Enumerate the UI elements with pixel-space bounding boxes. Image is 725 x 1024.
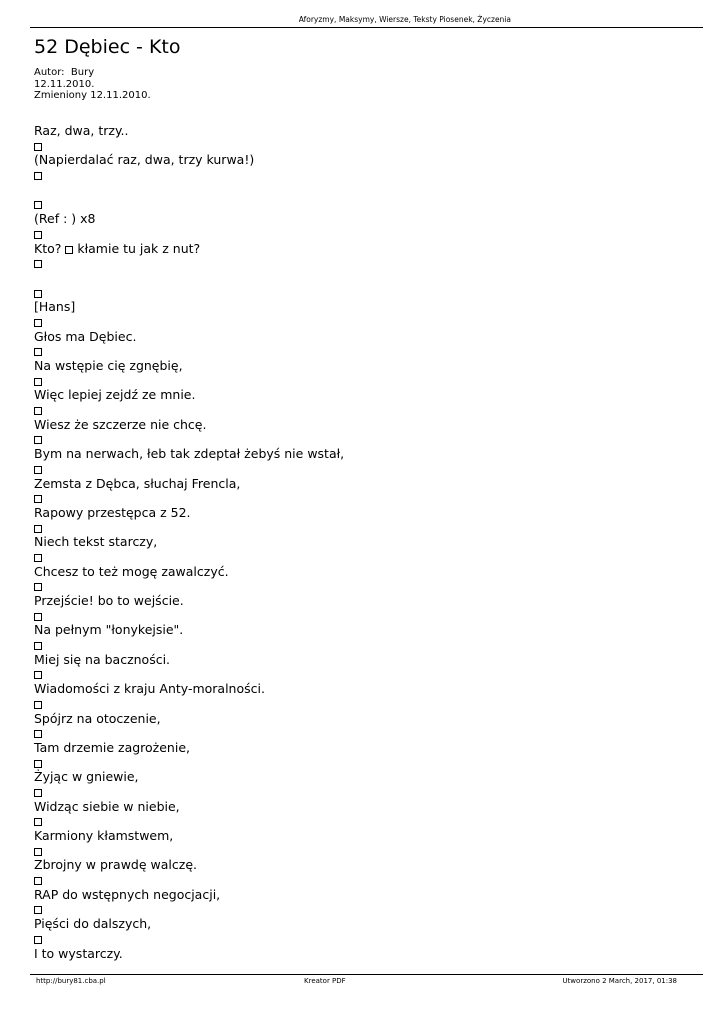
lyric-line <box>34 403 694 418</box>
lyric-line <box>34 535 694 550</box>
lyric-text: [Hans] <box>34 299 76 315</box>
missing-glyph-box-icon <box>34 554 42 562</box>
lyric-line <box>34 286 694 301</box>
lyric-text: kłamie tu jak z nut? <box>77 240 201 256</box>
page-header <box>30 14 703 28</box>
missing-glyph-box-icon <box>34 848 42 856</box>
missing-glyph-box-icon <box>34 701 42 709</box>
lyric-text: Wiadomości z kraju Anty-moralności. <box>34 681 265 697</box>
lyric-line <box>34 814 694 829</box>
missing-glyph-box-icon <box>34 936 42 944</box>
missing-glyph-box-icon <box>34 466 42 474</box>
lyric-line <box>34 594 694 609</box>
lyric-text: (Napierdalać raz, dwa, trzy kurwa!) <box>34 152 255 168</box>
missing-glyph-box-icon <box>34 319 42 327</box>
author-label: Autor: <box>34 67 65 78</box>
lyric-line <box>34 829 694 844</box>
lyric-line <box>34 197 694 212</box>
missing-glyph-box-icon <box>34 290 42 298</box>
lyric-text: Na wstępie cię zgnębię, <box>34 358 183 373</box>
lyric-line <box>34 873 694 888</box>
lyric-text: Żyjąc w gniewie, <box>34 769 139 785</box>
lyric-line <box>34 756 694 771</box>
lyric-line <box>34 712 694 727</box>
lyric-line <box>34 418 694 433</box>
missing-glyph-box-icon <box>34 583 42 591</box>
lyric-line <box>34 726 694 741</box>
lyric-line <box>34 917 694 932</box>
lyric-text: Bym na nerwach, łeb tak zdeptał żebyś nie wstał, <box>34 446 345 462</box>
lyric-line <box>34 256 694 271</box>
lyric-text: Spójrz na otoczenie, <box>34 710 161 726</box>
lyric-line <box>34 242 694 257</box>
footer-generator: Kreator PDF <box>304 977 346 985</box>
lyric-line <box>34 477 694 492</box>
missing-glyph-box-icon <box>34 143 42 151</box>
lyric-line <box>34 902 694 917</box>
lyric-line <box>34 947 694 962</box>
lyric-line <box>34 638 694 653</box>
page-footer <box>30 974 703 987</box>
lyric-text: I to wystarczy. <box>34 945 123 961</box>
lyric-line <box>34 550 694 565</box>
missing-glyph-box-icon <box>34 877 42 885</box>
lyric-text: Chcesz to też mogę zawalczyć. <box>34 563 229 579</box>
lyric-line <box>34 447 694 462</box>
lyric-line <box>34 491 694 506</box>
missing-glyph-box-icon <box>34 260 42 268</box>
modified-date: 12.11.2010. <box>90 90 151 101</box>
document-title: 52 Dębiec - Kto <box>34 36 181 58</box>
lyric-line <box>34 521 694 536</box>
lyric-line <box>34 697 694 712</box>
lyric-line <box>34 344 694 359</box>
lyric-text: Wiesz że szczerze nie chcę. <box>34 416 207 432</box>
missing-glyph-box-icon <box>34 348 42 356</box>
missing-glyph-box-icon <box>34 671 42 679</box>
lyric-line <box>34 432 694 447</box>
missing-glyph-box-icon <box>34 818 42 826</box>
site-title: Aforyzmy, Maksymy, Wiersze, Teksty Piosenek, Życzenia <box>298 15 511 24</box>
lyric-line <box>34 800 694 815</box>
lyric-line <box>34 579 694 594</box>
lyric-line <box>34 330 694 345</box>
lyric-line <box>34 212 694 227</box>
lyric-line <box>34 653 694 668</box>
missing-glyph-box-icon <box>34 231 42 239</box>
lyric-line <box>34 932 694 947</box>
missing-glyph-box-icon <box>34 201 42 209</box>
lyric-line <box>34 667 694 682</box>
lyric-line <box>34 785 694 800</box>
lyric-text: Więc lepiej zejdź ze mnie. <box>34 387 196 403</box>
lyric-text: Miej się na baczności. <box>34 651 171 667</box>
lyric-text: Zbrojny w prawdę walczę. <box>34 857 197 873</box>
lyric-line <box>34 374 694 389</box>
lyric-line <box>34 139 694 154</box>
lyric-line <box>34 315 694 330</box>
missing-glyph-box-icon <box>34 436 42 444</box>
lyric-text: Przejście! bo to wejście. <box>34 593 184 608</box>
lyric-line <box>34 770 694 785</box>
lyric-line <box>34 153 694 168</box>
lyric-text: Zemsta z Dębca, słuchaj Frencla, <box>34 475 241 491</box>
lyric-line <box>34 888 694 903</box>
lyric-text: Karmiony kłamstwem, <box>34 828 174 843</box>
missing-glyph-box-icon <box>34 613 42 621</box>
lyric-text: Na pełnym "łonykejsie". <box>34 622 184 638</box>
missing-glyph-box-icon <box>34 525 42 533</box>
lyrics-body <box>34 124 694 961</box>
created-date: 12.11.2010. <box>34 78 95 90</box>
lyric-line <box>34 844 694 859</box>
lyric-line <box>34 462 694 477</box>
missing-glyph-box-icon <box>34 172 42 180</box>
author-line <box>34 67 151 79</box>
lyric-line <box>34 609 694 624</box>
lyric-text: Niech tekst starczy, <box>34 534 158 550</box>
missing-glyph-box-icon <box>34 906 42 914</box>
missing-glyph-box-icon <box>34 407 42 415</box>
modified-line <box>34 90 151 102</box>
missing-glyph-box-icon <box>34 495 42 503</box>
lyric-line <box>34 682 694 697</box>
lyric-line <box>34 271 694 286</box>
lyric-line <box>34 183 694 198</box>
missing-glyph-box-icon <box>34 789 42 797</box>
lyric-line <box>34 359 694 374</box>
lyric-line <box>34 227 694 242</box>
lyric-text: Pięści do dalszych, <box>34 916 152 932</box>
footer-url-link[interactable]: http://bury81.cba.pl <box>36 977 106 985</box>
lyric-line <box>34 741 694 756</box>
footer-created: Utworzono 2 March, 2017, 01:38 <box>562 977 677 985</box>
missing-glyph-box-icon <box>34 378 42 386</box>
lyric-text: Kto? <box>34 240 62 256</box>
lyric-line <box>34 124 694 139</box>
author-name: Bury <box>70 67 95 78</box>
lyric-text: Rapowy przestępca z 52. <box>34 504 191 520</box>
lyric-line <box>34 506 694 521</box>
lyric-line <box>34 565 694 580</box>
lyric-text: Raz, dwa, trzy.. <box>34 123 129 138</box>
lyric-text: Głos ma Dębiec. <box>34 328 137 344</box>
lyric-text: Widząc siebie w niebie, <box>34 798 180 814</box>
missing-glyph-box-icon <box>34 760 42 768</box>
modified-label: Zmieniony <box>34 90 88 101</box>
lyric-text: (Ref : ) x8 <box>34 211 96 227</box>
lyric-text: RAP do wstępnych negocjacji, <box>34 886 221 902</box>
document-meta <box>34 67 151 102</box>
lyric-line <box>34 388 694 403</box>
lyric-line <box>34 168 694 183</box>
lyric-line <box>34 623 694 638</box>
missing-glyph-box-icon <box>65 246 73 254</box>
lyric-line <box>34 300 694 315</box>
missing-glyph-box-icon <box>34 642 42 650</box>
lyric-text: Tam drzemie zagrożenie, <box>34 739 190 755</box>
missing-glyph-box-icon <box>34 730 42 738</box>
lyric-line <box>34 858 694 873</box>
